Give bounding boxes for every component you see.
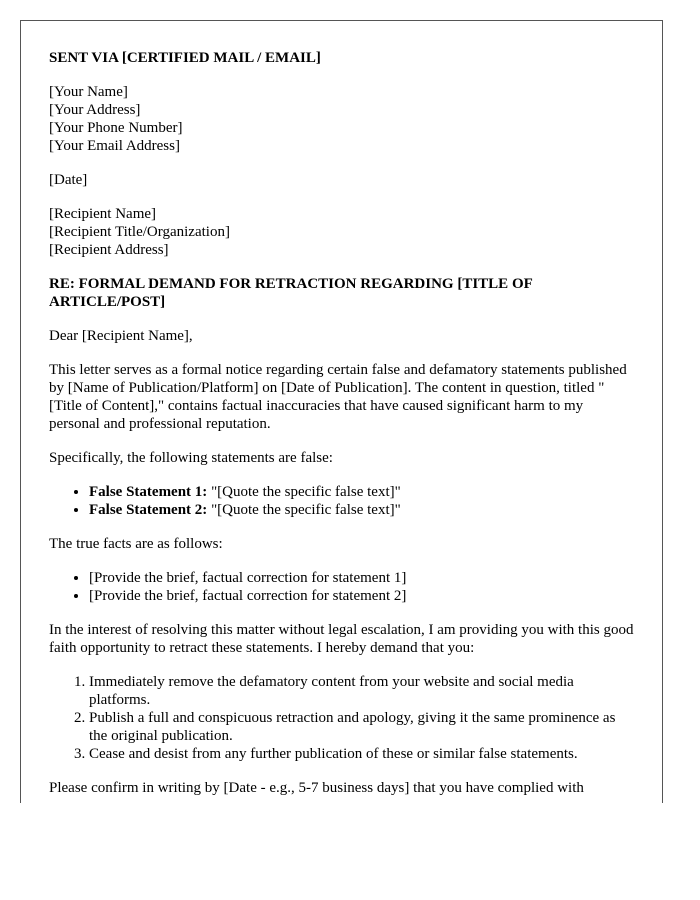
recipient-block xyxy=(49,205,634,259)
salutation: Dear [Recipient Name], xyxy=(49,328,193,344)
statement-label: False Statement 1: xyxy=(89,484,208,500)
sender-email: [Your Email Address] xyxy=(49,138,180,154)
list-item: 2. Publish a full and conspicuous retraction and apology, giving it the same prominence as the original publication. xyxy=(89,709,634,745)
letter-document xyxy=(20,20,663,803)
list-item xyxy=(89,501,634,519)
statement-text: "[Quote the specific false text]" xyxy=(207,484,401,500)
sender-phone: [Your Phone Number] xyxy=(49,120,183,136)
letter-date: [Date] xyxy=(49,172,88,188)
intro-paragraph: This letter serves as a formal notice regarding certain false and defamatory statements published by [Name of Publication/Platform] on [Date of Publication]. The content in question, titled "[Title of Content]," contains factual inaccuracies that have caused significant harm to my personal and professional reputation. xyxy=(49,362,627,432)
recipient-name: [Recipient Name] xyxy=(49,206,157,222)
facts-intro: The true facts are as follows: xyxy=(49,536,223,552)
list-item xyxy=(89,483,634,501)
subject-line: RE: FORMAL DEMAND FOR RETRACTION REGARDING [TITLE OF ARTICLE/POST] xyxy=(49,276,533,310)
false-statements-intro: Specifically, the following statements are false: xyxy=(49,450,333,466)
facts-list xyxy=(49,569,634,605)
statement-label: False Statement 2: xyxy=(89,502,208,518)
send-method-header: SENT VIA [CERTIFIED MAIL / EMAIL] xyxy=(49,50,321,66)
sender-name: [Your Name] xyxy=(49,84,128,100)
demand-intro: In the interest of resolving this matter without legal escalation, I am providing you with this good faith opportunity to retract these statements. I hereby demand that you: xyxy=(49,622,634,656)
sender-address: [Your Address] xyxy=(49,102,141,118)
list-item: • [Provide the brief, factual correction for statement 1] xyxy=(89,569,634,587)
recipient-title: [Recipient Title/Organization] xyxy=(49,224,230,240)
sender-block xyxy=(49,83,634,155)
false-statements-list xyxy=(49,483,634,519)
statement-text: "[Quote the specific false text]" xyxy=(207,502,401,518)
list-item: 1. Immediately remove the defamatory content from your website and social media platforms. xyxy=(89,673,634,709)
recipient-address: [Recipient Address] xyxy=(49,242,169,258)
closing-paragraph: Please confirm in writing by [Date - e.g., 5-7 business days] that you have complied with xyxy=(49,780,584,796)
list-item: • [Provide the brief, factual correction for statement 2] xyxy=(89,587,634,605)
list-item: 3. Cease and desist from any further publication of these or similar false statements. xyxy=(89,745,634,763)
demands-list xyxy=(49,673,634,763)
